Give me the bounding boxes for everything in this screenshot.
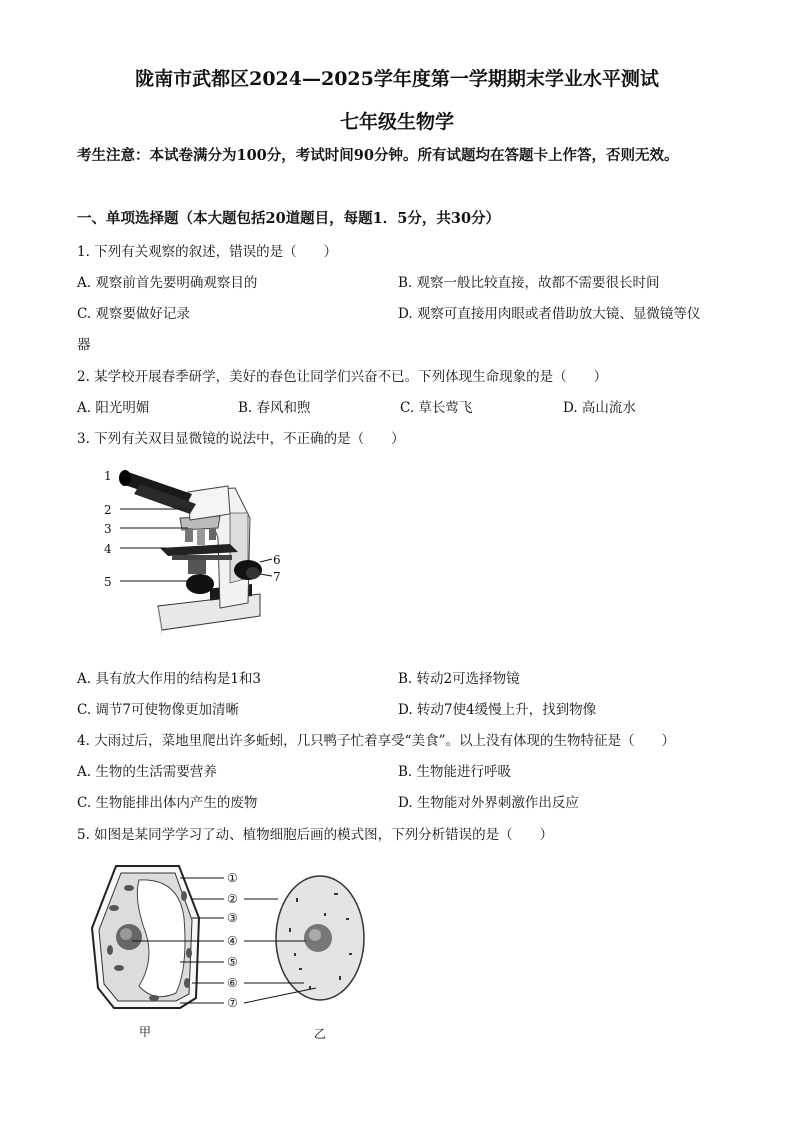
microscope-label-5: 5 <box>104 575 112 589</box>
cell-label-1: ① <box>227 871 238 885</box>
question-4-option-b: B. 生物能进行呼吸 <box>398 764 512 780</box>
question-1-stem: 1. 下列有关观察的叙述，错误的是（ ） <box>77 244 338 260</box>
question-3-option-d: D. 转动7使4缓慢上升，找到物像 <box>398 702 597 718</box>
cell-label-5: ⑤ <box>227 955 238 969</box>
question-4-option-c: C. 生物能排出体内产生的废物 <box>77 795 258 811</box>
question-2-option-c: C. 草长莺飞 <box>400 400 473 416</box>
question-2-stem: 2. 某学校开展春季研学，美好的春色让同学们兴奋不已。下列体现生命现象的是（ ） <box>77 369 608 385</box>
question-3-option-c: C. 调节7可使物像更加清晰 <box>77 702 240 718</box>
question-2-option-b: B. 春风和煦 <box>238 400 311 416</box>
exam-subtitle: 七年级生物学 <box>339 111 454 133</box>
microscope-label-4: 4 <box>104 542 112 556</box>
plant-cell-caption: 甲 <box>139 1025 152 1039</box>
question-2-option-a: A. 阳光明媚 <box>77 400 150 416</box>
microscope-label-6: 6 <box>273 553 281 567</box>
question-1-option-a: A. 观察前首先要明确观察目的 <box>77 275 258 291</box>
animal-cell-caption: 乙 <box>314 1027 327 1041</box>
microscope-label-3: 3 <box>104 522 112 536</box>
cell-label-7: ⑦ <box>227 996 238 1010</box>
question-1-option-b: B. 观察一般比较直接，故都不需要很长时间 <box>398 275 660 291</box>
microscope-label-2: 2 <box>104 503 112 517</box>
cell-label-4: ④ <box>227 934 238 948</box>
exam-title: 陇南市武都区2024—2025学年度第一学期期末学业水平测试 <box>135 68 659 90</box>
cell-label-2: ② <box>227 892 238 906</box>
section-heading: 一、单项选择题（本大题包括20道题目，每题1．5分，共30分） <box>77 210 501 227</box>
question-4-stem: 4. 大雨过后，菜地里爬出许多蚯蚓，几只鸭子忙着享受“美食”。以上没有体现的生物特征是（ ） <box>77 733 675 749</box>
microscope-label-7: 7 <box>273 570 281 584</box>
cell-label-3: ③ <box>227 911 238 925</box>
question-1-option-c: C. 观察要做好记录 <box>77 306 190 322</box>
question-1-option-d: D. 观察可直接用肉眼或者借助放大镜、显微镜等仪 <box>398 306 701 322</box>
question-4-option-d: D. 生物能对外界刺激作出反应 <box>398 795 579 811</box>
exam-notice: 考生注意：本试卷满分为100分，考试时间90分钟。所有试题均在答题卡上作答，否则无效。 <box>77 147 679 164</box>
question-3-option-a: A. 具有放大作用的结构是1和3 <box>77 671 262 687</box>
question-3-option-b: B. 转动2可选择物镜 <box>398 671 520 687</box>
microscope-figure <box>100 458 300 643</box>
question-3-stem: 3. 下列有关双目显微镜的说法中，不正确的是（ ） <box>77 431 405 447</box>
question-5-stem: 5. 如图是某同学学习了动、植物细胞后画的模式图，下列分析错误的是（ ） <box>77 827 554 843</box>
question-1-option-d-continued: 器 <box>77 337 91 353</box>
microscope-label-1: 1 <box>104 469 112 483</box>
cell-diagram-figure <box>84 858 384 1048</box>
question-2-option-d: D. 高山流水 <box>563 400 636 416</box>
cell-label-6: ⑥ <box>227 976 238 990</box>
question-4-option-a: A. 生物的生活需要营养 <box>77 764 217 780</box>
